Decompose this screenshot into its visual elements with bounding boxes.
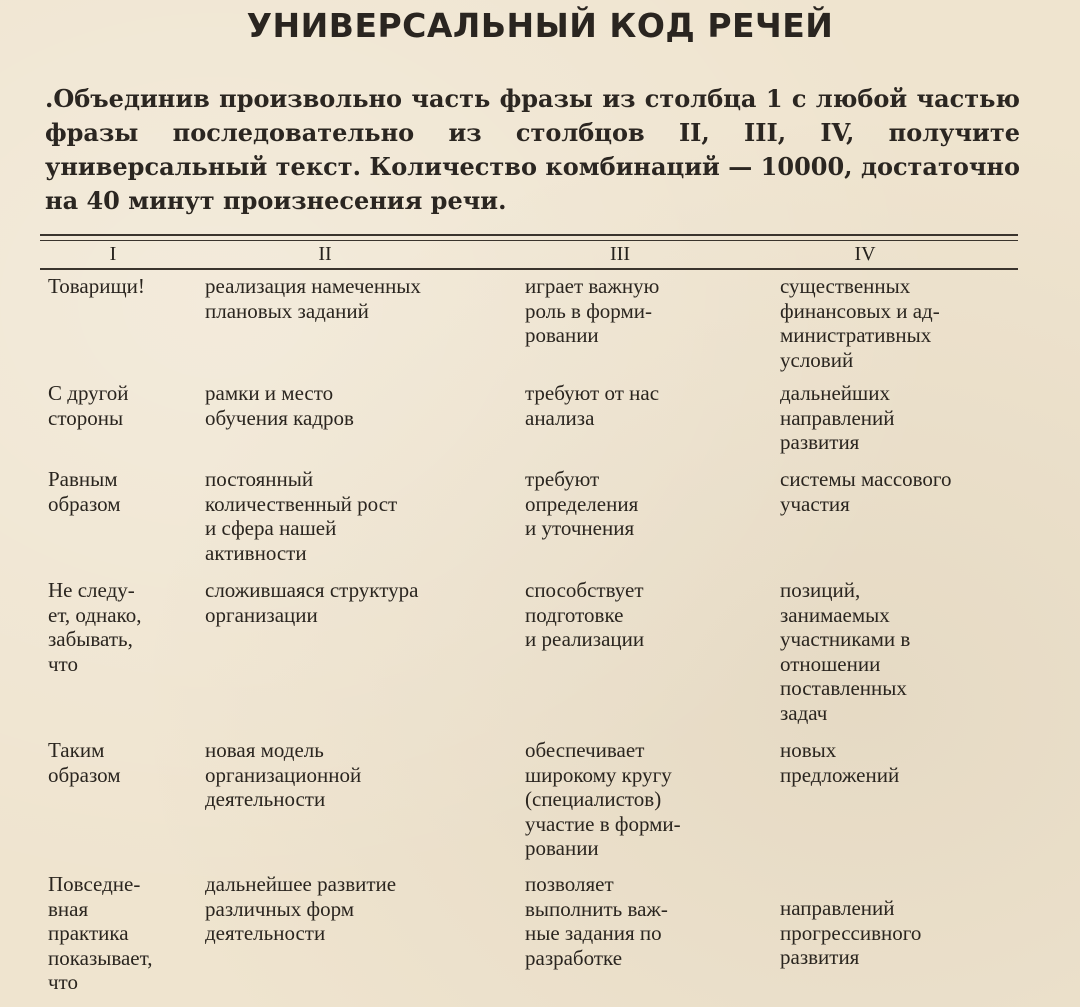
column-header-3: III	[610, 243, 630, 265]
table-cell-r5-c1: Таким образом	[48, 738, 121, 787]
table-cell-r4-c2: сложившаяся структура организации	[205, 578, 419, 627]
table-cell-r2-c4: дальнейших направлений развития	[780, 381, 895, 454]
table-cell-r1-c1: Товарищи!	[48, 274, 145, 298]
table-header-rule	[40, 268, 1018, 270]
table-top-rule	[40, 234, 1018, 236]
column-header-4: IV	[854, 243, 876, 265]
table-cell-r6-c2: дальнейшее развитие различных форм деятельности	[205, 872, 397, 945]
table-cell-r5-c3: обеспечивает широкому кругу (специалистов) участие в форми- ровании	[525, 738, 681, 860]
table-cell-r3-c2: постоянный количественный рост и сфера нашей активности	[205, 467, 398, 565]
table-cell-r2-c2: рамки и место обучения кадров	[205, 381, 354, 430]
column-header-1: I	[109, 243, 117, 265]
table-cell-r1-c3: играет важную роль в форми- ровании	[525, 274, 660, 347]
table-cell-r2-c1: С другой стороны	[48, 381, 129, 430]
intro-paragraph: .Объединив произвольно часть фразы из столбца 1 с любой частью фразы последовательно из столбцов II, III, IV, получите универсальный текст. Количество комбинаций — 10000, достаточно на 40 минут произнесения речи.	[45, 84, 1020, 215]
table-cell-r6-c3: позволяет выполнить важ- ные задания по разработке	[525, 872, 668, 970]
table-cell-r3-c1: Равным образом	[48, 467, 121, 516]
table-cell-r3-c3: требуют определения и уточнения	[525, 467, 639, 540]
table-cell-r4-c1: Не следу- ет, однако, забывать, что	[48, 578, 142, 676]
table-cell-r2-c3: требуют от нас анализа	[525, 381, 660, 430]
page-title: УНИВЕРСАЛЬНЫЙ КОД РЕЧЕЙ	[246, 6, 834, 45]
table-cell-r4-c4: позиций, занимаемых участниками в отношении поставленных задач	[780, 578, 911, 725]
table-cell-r1-c4: существенных финансовых и ад- министративных условий	[780, 274, 940, 372]
table-top-rule-thin	[40, 240, 1018, 241]
table-cell-r1-c2: реализация намеченных плановых заданий	[205, 274, 421, 323]
table-cell-r4-c3: способствует подготовке и реализации	[525, 578, 645, 651]
table-cell-r5-c2: новая модель организационной деятельности	[205, 738, 362, 811]
table-cell-r3-c4: системы массового участия	[780, 467, 952, 516]
table-cell-r6-c4: направлений прогрессивного развития	[780, 896, 922, 969]
table-cell-r5-c4: новых предложений	[780, 738, 900, 787]
table-cell-r6-c1: Повседне- вная практика показывает, что	[48, 872, 153, 994]
column-header-2: II	[318, 243, 332, 265]
